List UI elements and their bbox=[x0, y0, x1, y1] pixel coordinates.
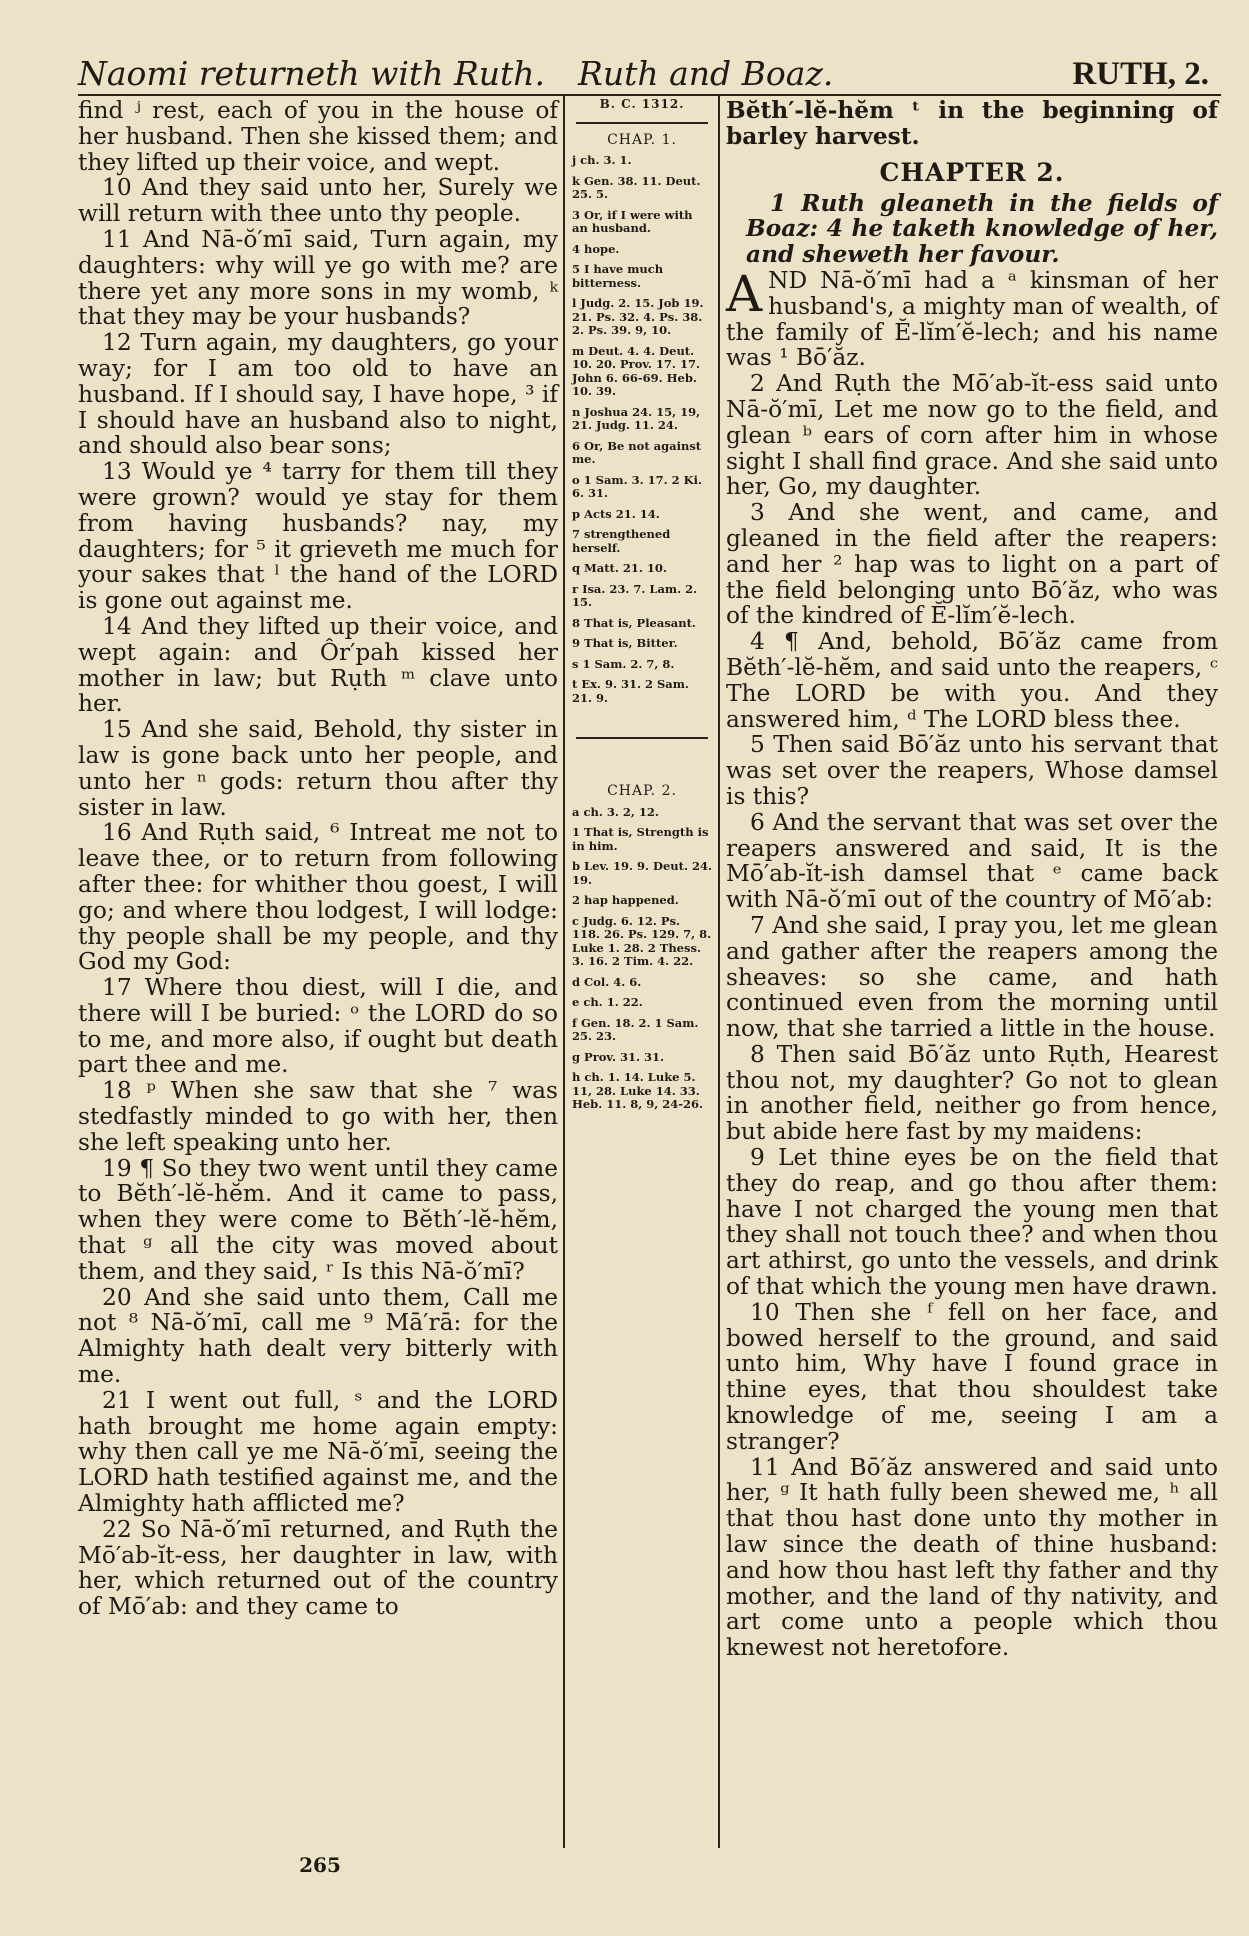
cross-reference: k Gen. 38. 11. Deut. 25. 5. bbox=[572, 173, 701, 201]
verse: 3 And she went, and came, and gleaned in the field after the reapers: and her ² hap was to light on a part of the field belonging unto Bō′ăz, who was of the kindred of Ĕ-lĭm′ĕ-lech. bbox=[726, 499, 1218, 630]
cross-reference: s 1 Sam. 2. 7, 8. bbox=[572, 656, 675, 671]
cross-reference: h ch. 1. 14. Luke 5. 11, 28. Luke 14. 33. Heb. 11. 8, 9, 24-26. bbox=[572, 1070, 704, 1111]
chapter-1-label: CHAP. 1. bbox=[607, 131, 677, 148]
verse: 11 And Bō′ăz answered and said unto her, ᵍ It hath fully been shewed me, ʰ all that thou hast done unto thy mother in law since the death of thine husband: and how thou hast left thy father and thy mother, and the land of thy nativity, and art come unto a people which thou knewest not heretofore. bbox=[726, 1453, 1218, 1662]
cross-reference: r Isa. 23. 7. Lam. 2. 15. bbox=[572, 581, 698, 609]
chapter-1-references bbox=[572, 154, 712, 705]
header-right: RUTH, 2. bbox=[1072, 56, 1209, 92]
verse: 13 Would ye ⁴ tarry for them till they were grown? would ye stay for them from having husbands? nay, my daughters; for ⁵ it grieveth me much for your sakes that ˡ the hand of the LORD is gone out against me. bbox=[78, 458, 558, 615]
chapter-2-references bbox=[572, 806, 712, 1112]
cross-reference: e ch. 1. 22. bbox=[572, 995, 643, 1009]
cross-reference: d Col. 4. 6. bbox=[572, 974, 642, 989]
verse: 19 ¶ So they two went until they came to Bĕth′-lĕ-hĕm. And it came to pass, when they were come to Bĕth′-lĕ-hĕm, that ᵍ all the city was moved about them, and they said, ʳ Is this Nā-ŏ′mī? bbox=[78, 1154, 558, 1285]
cross-reference: o 1 Sam. 3. 17. 2 Ki. 6. 31. bbox=[572, 472, 703, 500]
verse-1 bbox=[726, 264, 1218, 372]
verse: 15 And she said, Behold, thy sister in law is gone back unto her people, and unto her ⁿ gods: return thou after thy sister in law. bbox=[78, 716, 558, 821]
verse: 16 And Rụth said, ⁶ Intreat me not to leave thee, or to return from following after thee: for whither thou goest, I will go; and where thou lodgest, I will lodge: thy people shall be my people, and thy God my God: bbox=[78, 819, 558, 976]
drop-cap: A bbox=[726, 264, 763, 323]
cross-reference: n Joshua 24. 15, 19, 21. Judg. 11. 24. bbox=[572, 404, 701, 432]
cross-reference: 4 hope. bbox=[572, 241, 620, 256]
running-header bbox=[78, 50, 1219, 98]
cross-reference: q Matt. 21. 10. bbox=[572, 561, 667, 575]
verse: 21 I went out full, ˢ and the LORD hath brought me home again empty: why then call ye me Nā-ŏ′mī, seeing the LORD hath testified against me, and the Almighty hath afflicted me? bbox=[78, 1386, 558, 1518]
cross-reference: p Acts 21. 14. bbox=[572, 506, 660, 521]
cross-reference: 5 I have much bitterness. bbox=[572, 262, 664, 290]
column-rule-left bbox=[563, 96, 565, 1848]
verse: 2 And Rụth the Mō′ab-ĭt-ess said unto Nā-ŏ′mī, Let me now go to the field, and glean ᵇ ears of corn after him in whose sight I shall find grace. And she said unto her, Go, my daughter. bbox=[726, 370, 1218, 501]
cross-reference: 2 hap happened. bbox=[572, 893, 679, 907]
reference-column bbox=[572, 98, 712, 1112]
verse: 12 Turn again, my daughters, go your way; for I am too old to have an husband. If I should say, I have hope, ³ if I should have an husband also to night, and should also bear sons; bbox=[78, 329, 558, 460]
verse: 10 And they said unto her, Surely we will return with thee unto thy people. bbox=[78, 174, 558, 228]
year-label: B. C. 1312. bbox=[599, 97, 685, 111]
right-verses bbox=[726, 371, 1218, 1661]
verse-continuation: Bĕth′-lĕ-hĕm ᵗ in the beginning of barley harvest. bbox=[726, 97, 1218, 150]
verse: 20 And she said unto them, Call me not ⁸ Nā-ŏ′mī, call me ⁹ Mā′rā: for the Almighty hath dealt very bitterly with me. bbox=[78, 1283, 558, 1389]
cross-reference: g Prov. 31. 31. bbox=[572, 1049, 664, 1064]
cross-reference: t Ex. 9. 31. 2 Sam. 21. 9. bbox=[572, 677, 689, 705]
column-rule-right bbox=[718, 96, 720, 1848]
chapter-summary: 1 Ruth gleaneth in the fields of Boaz: 4 he taketh knowledge of her, and sheweth her favour. bbox=[746, 189, 1218, 269]
header-rule bbox=[78, 94, 1221, 96]
cross-reference: f Gen. 18. 2. 1 Sam. 25. 23. bbox=[572, 1015, 699, 1043]
verse-1-text: ND Nā-ŏ′mī had a ᵃ kinsman of her husband's, a mighty man of wealth, of the family of Ĕ-lĭm′ĕ-lech; and his name was ¹ Bō′ăz. bbox=[726, 266, 1218, 372]
verse: 18 ᵖ When she saw that she ⁷ was stedfastly minded to go with her, then she left speaking unto her. bbox=[78, 1077, 558, 1156]
verse: 9 Let thine eyes be on the field that they do reap, and go thou after them: have I not charged the young men that they shall not touch thee? and when thou art athirst, go unto the vessels, and drink of that which the young men have drawn. bbox=[726, 1144, 1218, 1301]
cross-reference: 7 strengthened herself. bbox=[572, 527, 671, 555]
cross-reference: 9 That is, Bitter. bbox=[572, 636, 678, 650]
verse: 11 And Nā-ŏ′mī said, Turn again, my daughters: why will ye go with me? are there yet any more sons in my womb, ᵏ that they may be your husbands? bbox=[78, 225, 558, 331]
cross-reference: 3 Or, if I were with an husband. bbox=[572, 207, 693, 235]
verse: 8 Then said Bō′ăz unto Rụth, Hearest thou not, my daughter? Go not to glean in another field, neither go from hence, but abide here fast by my maidens: bbox=[726, 1040, 1218, 1146]
cross-reference: 1 That is, Strength is in him. bbox=[572, 825, 709, 853]
page-number: 265 bbox=[299, 1853, 341, 1877]
left-text-column bbox=[78, 98, 558, 1620]
verse: 4 ¶ And, behold, Bō′ăz came from Bĕth′-lĕ-hĕm, and said unto the reapers, ᶜ The LORD be with you. And they answered him, ᵈ The LORD bless thee. bbox=[726, 628, 1218, 733]
verse: find ʲ rest, each of you in the house of her husband. Then she kissed them; and they lifted up their voice, and wept. bbox=[78, 97, 558, 176]
cross-reference: a ch. 3. 2, 12. bbox=[572, 804, 659, 819]
verse: 7 And she said, I pray you, let me glean and gather after the reapers among the sheaves: so she came, and hath continued even from the morning until now, that she tarried a little in the house. bbox=[726, 911, 1218, 1043]
right-text-column bbox=[726, 98, 1218, 1661]
cross-reference: m Deut. 4. 4. Deut. 10. 20. Prov. 17. 17. John 6. 66-69. Heb. 10. 39. bbox=[572, 343, 700, 398]
cross-reference: c Judg. 6. 12. Ps. 118. 26. Ps. 129. 7, 8. Luke 1. 28. 2 Thess. 3. 16. 2 Tim. 4. 22. bbox=[572, 913, 712, 968]
chapter-title: CHAPTER 2. bbox=[879, 157, 1065, 187]
reference-rule bbox=[576, 122, 708, 124]
verse: 10 Then she ᶠ fell on her face, and bowed herself to the ground, and said unto him, Why have I found grace in thine eyes, that thou shouldest take knowledge of me, seeing I am a stranger? bbox=[726, 1298, 1218, 1455]
chapter-2-label: CHAP. 2. bbox=[607, 783, 677, 799]
verse: 6 And the servant that was set over the reapers answered and said, It is the Mō′ab-ĭt-ish damsel that ᵉ came back with Nā-ŏ′mī out of the country of Mō′ab: bbox=[726, 808, 1218, 914]
verse: 17 Where thou diest, will I die, and there will I be buried: ᵒ the LORD do so to me, and more also, if ought but death part thee and me. bbox=[78, 974, 558, 1079]
cross-reference: 6 Or, Be not against me. bbox=[572, 438, 702, 466]
header-middle: Ruth and Boaz. bbox=[578, 54, 834, 93]
verse: 14 And they lifted up their voice, and wept again: and Ôr′pah kissed her mother in law; but Rụth ᵐ clave unto her. bbox=[78, 612, 558, 718]
cross-reference: 8 That is, Pleasant. bbox=[572, 615, 696, 630]
cross-reference: l Judg. 2. 15. Job 19. 21. Ps. 32. 4. Ps. 38. 2. Ps. 39. 9, 10. bbox=[572, 296, 704, 337]
cross-reference: b Lev. 19. 9. Deut. 24. 19. bbox=[572, 859, 712, 887]
reference-divider bbox=[576, 737, 708, 739]
cross-reference: j ch. 3. 1. bbox=[572, 153, 632, 167]
header-left: Naomi returneth with Ruth. bbox=[78, 54, 546, 93]
verse: 5 Then said Bō′ăz unto his servant that was set over the reapers, Whose damsel is this? bbox=[726, 731, 1218, 810]
verse: 22 So Nā-ŏ′mī returned, and Rụth the Mō′ab-ĭt-ess, her daughter in law, with her, which returned out of the country of Mō′ab: and they came to bbox=[78, 1515, 558, 1621]
